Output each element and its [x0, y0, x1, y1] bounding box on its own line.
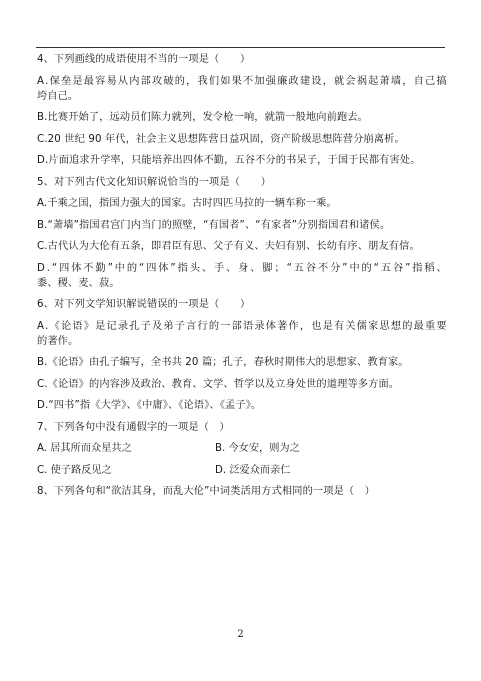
option-c: C.古代认为大伦有五条，即君臣有思、父子有义、夫妇有别、长幼有序、朋友有信。 [37, 241, 420, 252]
option-b: B.比赛开始了，远动员们陈力就列，发令枪一响，就箭一般地向前跑去。 [37, 112, 368, 123]
option-d: D.“四书”指《大学》、《中庸》、《论语》、《孟子》。 [37, 400, 262, 411]
option-a-line-1: A . 《 论 语 》 是 记 录 孔 子 及 弟 子 言 行 的 一 部 语 录 体 著 作 ， 也 是 有 关 儒 家 思 想 的 最 重 要 [37, 320, 447, 332]
option-d: D.片面追求升学率，只能培养出四体不勤，五谷不分的书呆子，于国于民都有害处。 [37, 155, 421, 166]
question-stem: 4、下列画线的成语使用不当的一项是（ ） [37, 54, 251, 65]
option-c: C. 使子路反见之 [37, 464, 112, 476]
option-b: B.“萧墙”指国君宫门内当门的照壁，“有国者”、“有家者”分别指国君和诸侯。 [37, 219, 391, 231]
option-a: A. 居其所而众星共之 [37, 443, 132, 454]
question-8 [37, 484, 447, 499]
question-stem: 7、下列各句中没有通假字的一项是（ ） [37, 421, 230, 433]
option-a-line-2: 垮自己。 [37, 90, 79, 102]
option-a: A.千乘之国，指国力强大的国家。古时四匹马拉的一辆车称一乘。 [37, 198, 337, 209]
option-row [37, 441, 447, 456]
option-a-line-1: A . 保 垒 是 最 容 易 从 内 部 攻 破 的 ， 我 们 如 果 不 加 强 廉 政 建 设 ， 就 会 祸 起 萧 墙 ， 自 己 搞 [37, 75, 447, 87]
question-stem: 6、对下列文学知识解说错误的一项是（ ） [37, 299, 251, 310]
option-a-line-2: 的著作。 [37, 335, 79, 347]
option-c: C.《论语》的内容涉及政治、教育、文学、哲学以及立身处世的道理等多方面。 [37, 378, 400, 390]
question-6 [37, 297, 447, 413]
option-d-line-2: 黍、稷、麦、菽。 [37, 277, 120, 289]
question-5 [37, 175, 447, 291]
question-stem: 5、对下列古代文化知识解说恰当的一项是（ ） [37, 176, 272, 188]
question-4 [37, 52, 447, 168]
option-row [37, 463, 447, 478]
option-b: B. 今女安，则为之 [215, 443, 300, 454]
page-number: 2 [237, 629, 244, 640]
option-d-line-1: D . “ 四 体 不 勤 ” 中 的 “ 四 体 ” 指 头 、 手 、 身 、 脚 ； “ 五 谷 不 分 ” 中 的 “ 五 谷 ” 指 稻 、 [37, 262, 447, 274]
option-d: D. 泛爱众而亲仁 [215, 464, 291, 476]
question-7 [37, 420, 447, 478]
option-c: C.20 世纪 90 年代，社会主义思想阵营日益巩固，资产阶级思想阵营分崩离析。 [37, 133, 405, 145]
document-body [37, 52, 447, 499]
question-stem: 8、下列各句和“欲洁其身，而乱大伦”中词类活用方式相同的一项是（ ） [37, 486, 375, 497]
option-b: B.《论语》由孔子编写，全书共 20 篇；孔子，春秋时期伟大的思想家、教育家。 [37, 357, 409, 368]
header-rule [36, 47, 445, 48]
